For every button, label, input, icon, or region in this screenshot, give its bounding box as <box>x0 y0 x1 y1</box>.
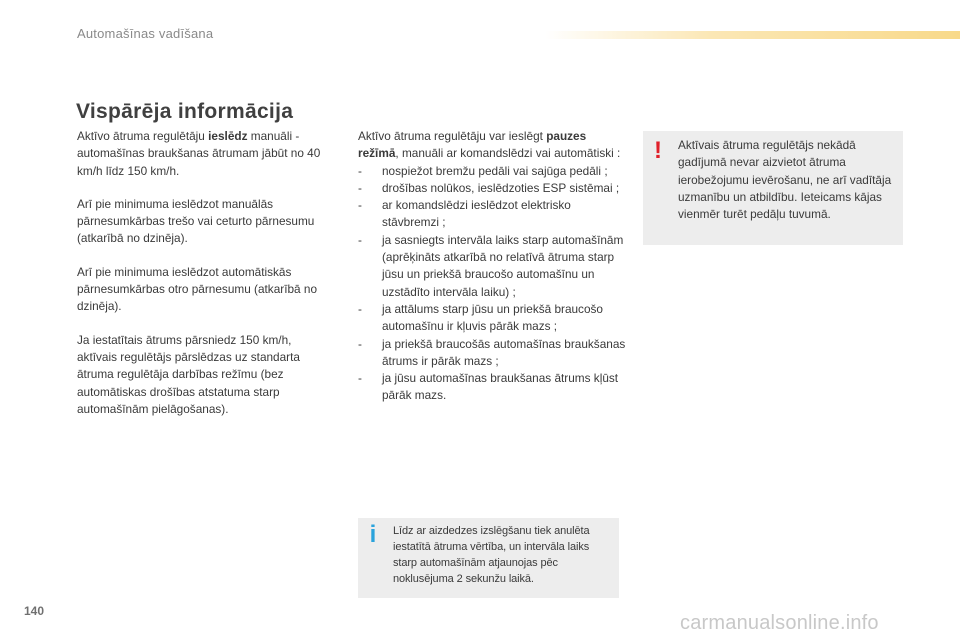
watermark: carmanualsonline.info <box>680 612 879 634</box>
paragraph-speed-limit: Ja iestatītais ātrums pārsniedz 150 km/h, aktīvais regulētājs pārslēdzas uz standarta ātruma regulētāja darbības režīmu (bez automātiskas drošības atstatuma starp automašīnām pielāgošanas). <box>77 332 300 416</box>
page-number: 140 <box>24 604 45 618</box>
list-item: - ja attālums starp jūsu un priekšā braucošo automašīnu ir kļuvis pārāk mazs ; <box>358 301 603 334</box>
pause-conditions-list <box>358 163 626 405</box>
list-item: - ja priekšā braucošās automašīnas braukšanas ātrums ir pārāk mazs ; <box>358 336 626 368</box>
info-text: Līdz ar aizdedzes izslēgšanu tiek anulēta iestatītā ātruma vērtība, un intervāla laiks starp automašīnām atjaunojas pēc noklusējuma 2 sekunžu laikā. <box>393 525 590 585</box>
paragraph-automatic-gearbox: Arī pie minimuma ieslēdzot automātiskās pārnesumkārbas otro pārnesumu (atkarībā no dzinēja). <box>77 264 317 314</box>
chapter-title: Automašīnas vadīšana <box>77 26 214 41</box>
paragraph-pause-mode: Aktīvo ātruma regulētāju var ieslēgt pauzes režīmā, manuāli ar komandslēdzi vai automātiski : <box>358 129 621 161</box>
section-title: Vispārēja informācija <box>76 100 294 123</box>
list-item: - ja jūsu automašīnas braukšanas ātrums kļūst pārāk mazs. <box>358 371 619 403</box>
paragraph-activation: Aktīvo ātruma regulētāju ieslēdz manuāli - automašīnas braukšanas ātrumam jābūt no 40 km/h līdz 150 km/h. <box>77 129 321 178</box>
list-item: - drošības nolūkos, ieslēdzoties ESP sistēmai ; <box>358 180 620 195</box>
warning-icon: ! <box>654 137 662 164</box>
emphasis-pause-mode: pauzes režīmā <box>358 129 587 161</box>
list-item: - ar komandslēdzi ieslēdzot elektrisko stāvbremzi ; <box>358 198 571 230</box>
emphasis-activation: ieslēdz <box>208 129 248 143</box>
list-item: - ja sasniegts intervāla laiks starp automašīnām (aprēķināts atkarībā no relatīvā ātruma starp jūsu un priekšā braucošo automašīnu un uzstādīto intervāla laiku) ; <box>358 232 624 299</box>
text-column-left <box>77 128 332 434</box>
paragraph-manual-gearbox: Arī pie minimuma ieslēdzot manuālās pārnesumkārbas trešo vai ceturto pārnesumu (atkarībā no dzinēja). <box>77 196 315 246</box>
header-accent-bar <box>545 31 960 39</box>
info-icon: i <box>369 521 377 548</box>
list-item: - nospiežot bremžu pedāli vai sajūga pedāli ; <box>358 163 608 178</box>
text-column-middle <box>358 128 626 405</box>
warning-text: Aktīvais ātruma regulētājs nekādā gadījumā nevar aizvietot ātruma ierobežojumu ievērošanu, ne arī vadītāja uzmanību un atbildību. Ieteicams kājas vienmēr turēt pedāļu tuvumā. <box>678 138 892 222</box>
